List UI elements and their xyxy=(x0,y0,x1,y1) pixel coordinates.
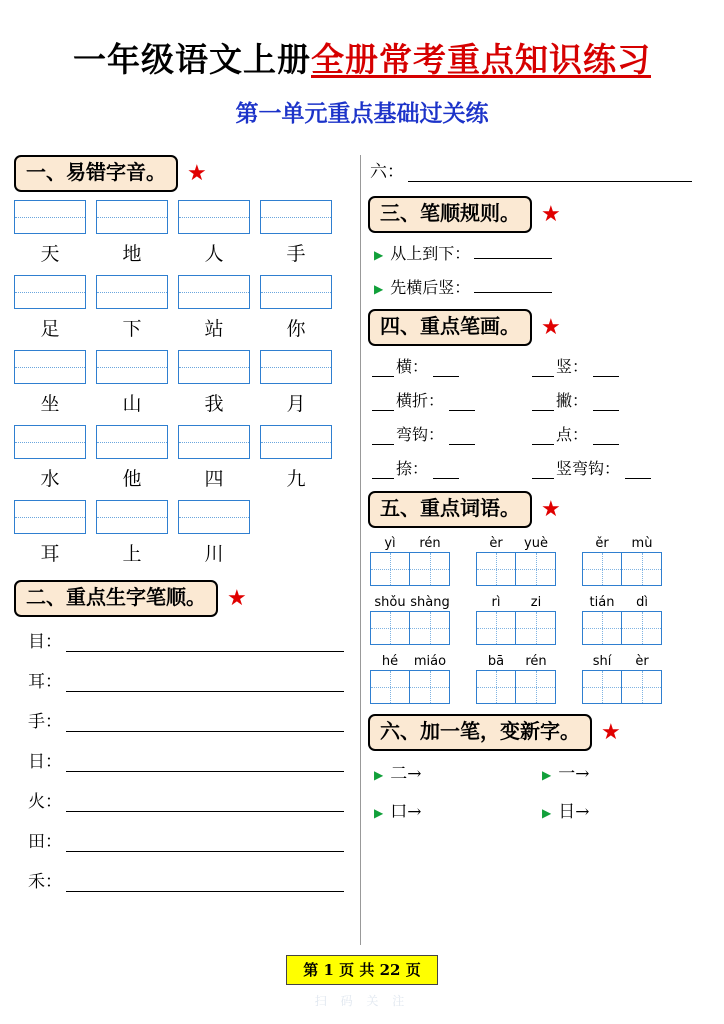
answer-line[interactable] xyxy=(625,466,651,479)
triangle-bullet-icon: ▶ xyxy=(374,248,384,262)
answer-line[interactable] xyxy=(532,364,554,377)
char-label: 山 xyxy=(122,393,142,415)
star-icon: ★ xyxy=(541,314,561,340)
stroke-row xyxy=(372,456,710,479)
char-label: 耳 xyxy=(40,543,60,565)
pinyin-label: yì xyxy=(384,536,396,551)
item-label: 手： xyxy=(28,712,62,732)
section-header-4 xyxy=(368,309,710,346)
triangle-bullet-icon: ▶ xyxy=(374,806,384,820)
list-item xyxy=(14,867,354,892)
pinyin-group xyxy=(476,536,556,551)
answer-cell[interactable] xyxy=(14,275,86,309)
item-label: 先横后竖： xyxy=(390,278,471,297)
section-header-1 xyxy=(14,155,354,192)
item-label: 点： xyxy=(556,425,589,444)
tianzige-cell[interactable] xyxy=(516,611,556,645)
tianzige-row xyxy=(370,670,710,704)
answer-line[interactable] xyxy=(66,718,344,732)
section-header-5 xyxy=(368,491,710,528)
page-number-badge: 第 1 页 共 22 页 xyxy=(286,955,437,985)
answer-cell[interactable] xyxy=(96,275,168,309)
answer-cell[interactable] xyxy=(178,275,250,309)
char-label: 天 xyxy=(40,243,60,265)
answer-cell[interactable] xyxy=(14,425,86,459)
pinyin-label: shǒu xyxy=(374,595,406,610)
tianzige-cell[interactable] xyxy=(516,552,556,586)
section-5-title: 五、重点词语。 xyxy=(368,491,532,528)
answer-line[interactable] xyxy=(372,466,394,479)
item-label: 横折： xyxy=(396,391,445,410)
answer-line[interactable] xyxy=(372,398,394,411)
pinyin-group xyxy=(582,536,662,551)
answer-cell[interactable] xyxy=(96,500,168,534)
answer-line[interactable] xyxy=(66,798,344,812)
item-label: 日： xyxy=(28,752,62,772)
list-item xyxy=(374,275,710,298)
char-label: 我 xyxy=(204,393,224,415)
page-title-black: 一年级语文上册 xyxy=(73,40,311,79)
char-row xyxy=(14,386,354,416)
triangle-bullet-icon: ▶ xyxy=(374,282,384,296)
pinyin-label: rì xyxy=(491,595,501,610)
tianzige-group xyxy=(476,552,556,586)
tianzige-cell[interactable] xyxy=(476,670,516,704)
char-label: 月 xyxy=(286,393,306,415)
tianzige-group xyxy=(582,611,662,645)
char-label: 你 xyxy=(286,318,306,340)
answer-line[interactable] xyxy=(449,432,475,445)
pinyin-group xyxy=(476,654,556,669)
list-item xyxy=(374,241,710,264)
item-label: 弯钩： xyxy=(396,425,445,444)
item-label: 从上到下： xyxy=(390,244,471,263)
tianzige-cell[interactable] xyxy=(582,552,622,586)
tianzige-cell[interactable] xyxy=(582,611,622,645)
stroke-row xyxy=(372,354,710,377)
char-label: 站 xyxy=(204,318,224,340)
char-label: 坐 xyxy=(40,393,60,415)
pinyin-label: zi xyxy=(530,595,542,610)
page-title xyxy=(0,34,724,81)
item-label: 禾： xyxy=(28,872,62,892)
answer-line[interactable] xyxy=(372,364,394,377)
answer-line[interactable] xyxy=(474,246,552,259)
pinyin-label: dì xyxy=(636,595,648,610)
answer-line[interactable] xyxy=(532,466,554,479)
list-item xyxy=(14,827,354,852)
item-label: 六： xyxy=(370,162,404,182)
column-divider xyxy=(360,155,361,945)
pinyin-group xyxy=(582,595,662,610)
item-label: 横： xyxy=(396,357,429,376)
pinyin-row xyxy=(370,536,710,551)
list-item xyxy=(374,797,542,822)
answer-line[interactable] xyxy=(593,364,619,377)
section-3-title: 三、笔顺规则。 xyxy=(368,196,532,233)
pinyin-label: tián xyxy=(589,595,615,610)
tianzige-cell[interactable] xyxy=(622,611,662,645)
answer-line[interactable] xyxy=(372,432,394,445)
tianzige-cell[interactable] xyxy=(410,670,450,704)
char-row xyxy=(14,311,354,341)
answer-cell[interactable] xyxy=(14,350,86,384)
left-column xyxy=(14,155,354,945)
list-item xyxy=(14,707,354,732)
answer-cell-row xyxy=(14,425,354,459)
section-1-title: 一、易错字音。 xyxy=(14,155,178,192)
list-item xyxy=(542,759,710,784)
answer-cell[interactable] xyxy=(14,200,86,234)
stroke-entry xyxy=(372,456,532,479)
stroke-row xyxy=(372,422,710,445)
item-label: 田： xyxy=(28,832,62,852)
pinyin-label: rén xyxy=(525,654,547,669)
item-label: 日→ xyxy=(558,802,590,822)
char-label: 足 xyxy=(40,318,60,340)
stroke-entry xyxy=(532,354,619,377)
answer-line[interactable] xyxy=(66,758,344,772)
pinyin-label: shàng xyxy=(410,595,450,610)
tianzige-group xyxy=(370,611,450,645)
char-row xyxy=(14,536,354,566)
page-title-red: 全册常考重点知识练习 xyxy=(311,40,651,79)
tianzige-cell[interactable] xyxy=(582,670,622,704)
tianzige-cell[interactable] xyxy=(622,552,662,586)
tianzige-cell[interactable] xyxy=(476,552,516,586)
pinyin-label: ěr xyxy=(595,536,609,551)
tianzige-cell[interactable] xyxy=(370,611,410,645)
answer-line[interactable] xyxy=(593,398,619,411)
answer-line[interactable] xyxy=(449,398,475,411)
char-label: 九 xyxy=(286,468,306,490)
answer-cell[interactable] xyxy=(260,275,332,309)
star-icon: ★ xyxy=(541,201,561,227)
answer-line[interactable] xyxy=(66,838,344,852)
item-label: 目： xyxy=(28,632,62,652)
tianzige-group xyxy=(582,670,662,704)
pinyin-group xyxy=(370,654,450,669)
triangle-bullet-icon: ▶ xyxy=(542,768,552,782)
char-label: 上 xyxy=(122,543,142,565)
tianzige-cell[interactable] xyxy=(370,552,410,586)
stroke-entry xyxy=(532,422,619,445)
answer-line[interactable] xyxy=(532,398,554,411)
answer-cell[interactable] xyxy=(178,350,250,384)
answer-line[interactable] xyxy=(593,432,619,445)
stroke-entry xyxy=(372,388,532,411)
tianzige-group xyxy=(370,670,450,704)
char-label: 地 xyxy=(122,243,142,265)
section-header-6 xyxy=(368,714,710,751)
tianzige-group xyxy=(476,611,556,645)
stroke-entry xyxy=(372,422,532,445)
section-header-2 xyxy=(14,580,354,617)
answer-line[interactable] xyxy=(66,678,344,692)
stroke-entry xyxy=(532,456,651,479)
section-header-3 xyxy=(368,196,710,233)
star-icon: ★ xyxy=(187,160,207,186)
answer-line[interactable] xyxy=(66,638,344,652)
pinyin-group xyxy=(370,595,450,610)
answer-cell[interactable] xyxy=(178,200,250,234)
item-label: 竖弯钩： xyxy=(556,459,621,478)
tianzige-row xyxy=(370,611,710,645)
list-item xyxy=(370,157,710,182)
stroke-entry xyxy=(532,388,619,411)
footer-watermark: 扫 码 关 注 xyxy=(314,994,410,1008)
section-2-title: 二、重点生字笔顺。 xyxy=(14,580,218,617)
item-label: 一→ xyxy=(558,764,590,784)
word-block xyxy=(370,595,710,645)
page-subtitle: 第一单元重点基础过关练 xyxy=(235,100,489,127)
pinyin-label: hé xyxy=(381,654,399,669)
right-column xyxy=(368,155,710,945)
pinyin-label: shí xyxy=(592,654,612,669)
answer-line[interactable] xyxy=(474,280,552,293)
answer-cell[interactable] xyxy=(260,200,332,234)
section-4-title: 四、重点笔画。 xyxy=(368,309,532,346)
answer-line[interactable] xyxy=(408,168,692,182)
char-label: 下 xyxy=(122,318,142,340)
char-row xyxy=(14,461,354,491)
answer-cell-row xyxy=(14,500,354,534)
char-row xyxy=(14,236,354,266)
stroke-row xyxy=(372,388,710,411)
answer-cell[interactable] xyxy=(96,425,168,459)
answer-cell[interactable] xyxy=(260,350,332,384)
star-icon: ★ xyxy=(601,719,621,745)
answer-line[interactable] xyxy=(433,466,459,479)
item-label: 耳： xyxy=(28,672,62,692)
star-icon: ★ xyxy=(227,585,247,611)
section-6-title: 六、加一笔，变新字。 xyxy=(368,714,592,751)
item-label: 捺： xyxy=(396,459,429,478)
tianzige-cell[interactable] xyxy=(476,611,516,645)
tianzige-cell[interactable] xyxy=(516,670,556,704)
answer-cell-row xyxy=(14,200,354,234)
pinyin-label: èr xyxy=(635,654,649,669)
answer-cell[interactable] xyxy=(14,500,86,534)
tianzige-row xyxy=(370,552,710,586)
answer-cell-row xyxy=(14,275,354,309)
tianzige-group xyxy=(476,670,556,704)
list-item xyxy=(14,787,354,812)
list-item xyxy=(14,667,354,692)
pinyin-label: bā xyxy=(487,654,505,669)
char-label: 手 xyxy=(286,243,306,265)
pinyin-group xyxy=(476,595,556,610)
word-block xyxy=(370,536,710,586)
answer-cell[interactable] xyxy=(96,350,168,384)
pinyin-label: yuè xyxy=(524,536,548,551)
answer-cell-row xyxy=(14,350,354,384)
list-item xyxy=(14,747,354,772)
char-label: 川 xyxy=(204,543,224,565)
tianzige-group xyxy=(370,552,450,586)
page-footer xyxy=(0,955,724,985)
add-stroke-grid xyxy=(374,759,710,835)
pinyin-row xyxy=(370,595,710,610)
content-columns xyxy=(0,155,724,945)
tianzige-group xyxy=(582,552,662,586)
pinyin-label: èr xyxy=(489,536,503,551)
tianzige-cell[interactable] xyxy=(410,611,450,645)
pinyin-group xyxy=(582,654,662,669)
stroke-entry xyxy=(372,354,532,377)
pinyin-label: rén xyxy=(419,536,441,551)
stroke-order-list xyxy=(14,627,354,892)
item-label: 竖： xyxy=(556,357,589,376)
list-item xyxy=(14,627,354,652)
tianzige-cell[interactable] xyxy=(410,552,450,586)
char-label: 人 xyxy=(204,243,224,265)
item-label: 火： xyxy=(28,792,62,812)
answer-cell[interactable] xyxy=(260,425,332,459)
item-label: 二→ xyxy=(390,764,422,784)
tianzige-cell[interactable] xyxy=(622,670,662,704)
item-label: 口→ xyxy=(390,802,422,822)
triangle-bullet-icon: ▶ xyxy=(374,768,384,782)
char-label: 四 xyxy=(204,468,224,490)
pinyin-label: mù xyxy=(631,536,653,551)
word-block xyxy=(370,654,710,704)
answer-line[interactable] xyxy=(66,878,344,892)
answer-cell[interactable] xyxy=(96,200,168,234)
triangle-bullet-icon: ▶ xyxy=(542,806,552,820)
answer-line[interactable] xyxy=(532,432,554,445)
list-item xyxy=(542,797,710,822)
answer-line[interactable] xyxy=(433,364,459,377)
pinyin-row xyxy=(370,654,710,669)
tianzige-cell[interactable] xyxy=(370,670,410,704)
answer-cell[interactable] xyxy=(178,500,250,534)
char-label: 水 xyxy=(40,468,60,490)
char-label: 他 xyxy=(122,468,142,490)
pinyin-label: miáo xyxy=(413,654,447,669)
pinyin-group xyxy=(370,536,450,551)
answer-cell[interactable] xyxy=(178,425,250,459)
item-label: 撇： xyxy=(556,391,589,410)
star-icon: ★ xyxy=(541,496,561,522)
list-item xyxy=(374,759,542,784)
